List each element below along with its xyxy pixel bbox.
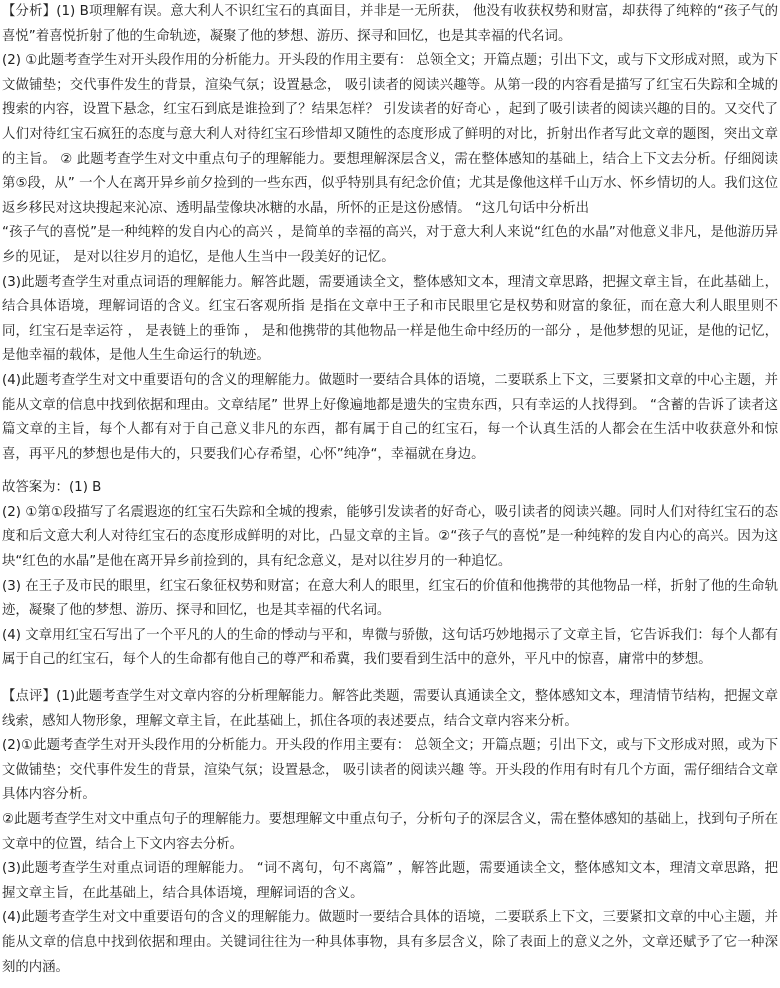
answer-paragraph-4: (4) 文章用红宝石写出了一个平凡的人的生命的悸动与平和，卑微与骄傲，这句话巧妙地揭示了文章主旨，它告诉我们：每个人都有属于自己的红宝石，每个人的生命都有他自己的尊严和希冀，我们要看到生活中的意外，平凡中的惊喜，庸常中的梦想。 — [2, 627, 778, 668]
analysis-paragraph-3: “孩子气的喜悦”是一种纯粹的发自内心的高兴 ，是简单的幸福的高兴，对于意大利人来说“红色的水晶”对他意义非凡，是他游历异乡的见证， 是对以往岁月的追忆，是他人生当中一段美好的记忆。 — [2, 225, 778, 265]
analysis-paragraph-2: (2) ①此题考查学生对开头段作用的分析能力。开头段的作用主要有： 总领全文；开篇点题；引出下文，或与下文形成对照，或为下文做铺垫；交代事件发生的背景，渲染气氛；设置悬念， 吸引读者的阅读兴趣等。从第一段的内容看是描写了红宝石失踪和全城的搜索的内容，设置下悬念，红宝石到底是谁捡到了？结果怎样？ 引发读者的好奇心 ，起到了吸引读者的阅读兴趣的目的。又交代了人们对待红宝石疯狂的态度与意大利人对待红宝石珍惜却又随性的态度形成了鲜明的对比，折射出作者写此文章的题图，突出文章的主旨。 ② 此题考查学生对文中重点句子的理解能力。要想理解深层含义，需在整体感知的基础上，结合上下文去分析。仔细阅读第⑤段，从” 一个人在离开异乡前夕捡到的一些东西，似乎特别具有纪念价值；尤其是像他这样千山万水、怀乡情切的人。我们这位返乡移民对这块搜起来沁凉、透明晶莹像块冰糖的水晶，所怀的正是这份感情。 “这几句话中分析出 — [2, 53, 778, 216]
comment-paragraph-5: (4)此题考查学生对文中重要语句的含义的理解能力。做题时一要结合具体的语境，二要联系上下文，三要紧扣文章的中心主题，并能从文章的信息中找到依据和理由。关键词往往为一种具体事物，具有多层含义，除了表面上的意义之外，文章还赋予了它一种深刻的内涵。 — [2, 910, 778, 975]
analysis-paragraph-5: (4)此题考查学生对文中重要语句的含义的理解能力。做题时一要结合具体的语境，二要联系上下文，三要紧扣文章的中心主题，并能从文章的信息中找到依据和理由。文章结尾” 世界上好像遍地都是遗失的宝贵东西，只有幸运的人找得到。 “含蓄的告诉了读者这篇文章的主旨，每个人都有对于自己意义非凡的东西，都有属于自己的红宝石，每一个认真生活的人都会在生活中收获意外和惊喜，再平凡的梦想也是伟大的，只要我们心存希望，心怀”纯净“，幸福就在身边。 — [2, 372, 778, 462]
answer-section — [2, 476, 778, 673]
analysis-paragraph-1: 【分析】(1) B项理解有误。意大利人不识红宝石的真面目，并非是一无所获， 他没有收获权势和财富，却获得了纯粹的“孩子气的喜悦”着喜悦折射了他的生命轨迹，凝聚了他的梦想、游历、探寻和回忆，也是其幸福的代名词。 — [2, 4, 778, 44]
section-spacer — [2, 673, 778, 685]
comment-paragraph-4: (3)此题考查学生对重点词语的理解能力。 “词不离句，句不离篇” ，解答此题，需要通读全文，整体感知文本，理清文章思路，把握文章主旨，在此基础上，结合具体语境，理解词语的含义。 — [2, 861, 778, 901]
analysis-section — [2, 0, 778, 467]
comment-paragraph-3: ②此题考查学生对文中重点句子的理解能力。要想理解文中重点句子，分析句子的深层含义，需在整体感知的基础上，找到句子所在文章中的位置，结合上下文内容去分析。 — [2, 812, 778, 852]
comment-paragraph-1: 【点评】(1)此题考查学生对文章内容的分析理解能力。解答此类题，需要认真通读全文，整体感知文本，理清情节结构，把握文章线索，感知人物形象，理解文章主旨，在此基础上，抓住各项的表述要点，结合文章内容来分析。 — [2, 689, 778, 729]
answer-paragraph-2: (2) ①第①段描写了名震遐迩的红宝石失踪和全城的搜索，能够引发读者的好奇心，吸引读者的阅读兴趣。同时人们对待红宝石的态度和后文意大利人对待红宝石的态度形成鲜明的对比，凸显文章的主旨。②“孩子气的喜悦”是一种纯粹的发自内心的高兴。因为这块“红色的水晶”是他在离开异乡前捡到的，具有纪念意义，是对以往岁月的一种追忆。 — [2, 504, 778, 570]
answer-paragraph-3: (3) 在王子及市民的眼里，红宝石象征权势和财富；在意大利人的眼里，红宝石的价值和他携带的其他物品一样，折射了他的生命轨迹，凝聚了他的梦想、游历、探寻和回忆，也是其幸福的代名词。 — [2, 578, 778, 619]
comment-section — [2, 685, 778, 980]
analysis-paragraph-4: (3)此题考查学生对重点词语的理解能力。解答此题，需要通读全文，整体感知文本，理清文章思路，把握文章主旨，在此基础上，结合具体语境，理解词语的含义。红宝石客观所指 是指在文章中王子和市民眼里它是权势和财富的象征，而在意大利人眼里则不同，红宝石是幸运符 ， 是表链上的垂饰 ， 是和他携带的其他物品一样是他生命中经历的一部分 ，是他梦想的见证，是他的记忆，是他幸福的载体，是他人生生命运行的轨迹。 — [2, 274, 778, 364]
section-spacer — [2, 467, 778, 476]
comment-paragraph-2: (2)①此题考查学生对开头段作用的分析能力。开头段的作用主要有： 总领全文；开篇点题；引出下文，或与下文形成对照，或为下文做铺垫；交代事件发生的背景，渲染气氛；设置悬念， 吸引读者的阅读兴趣 等。开头段的作用有时有几个方面，需仔细结合文章具体内容分析。 — [2, 738, 778, 803]
answer-heading: 故答案为：(1) B — [2, 480, 102, 496]
